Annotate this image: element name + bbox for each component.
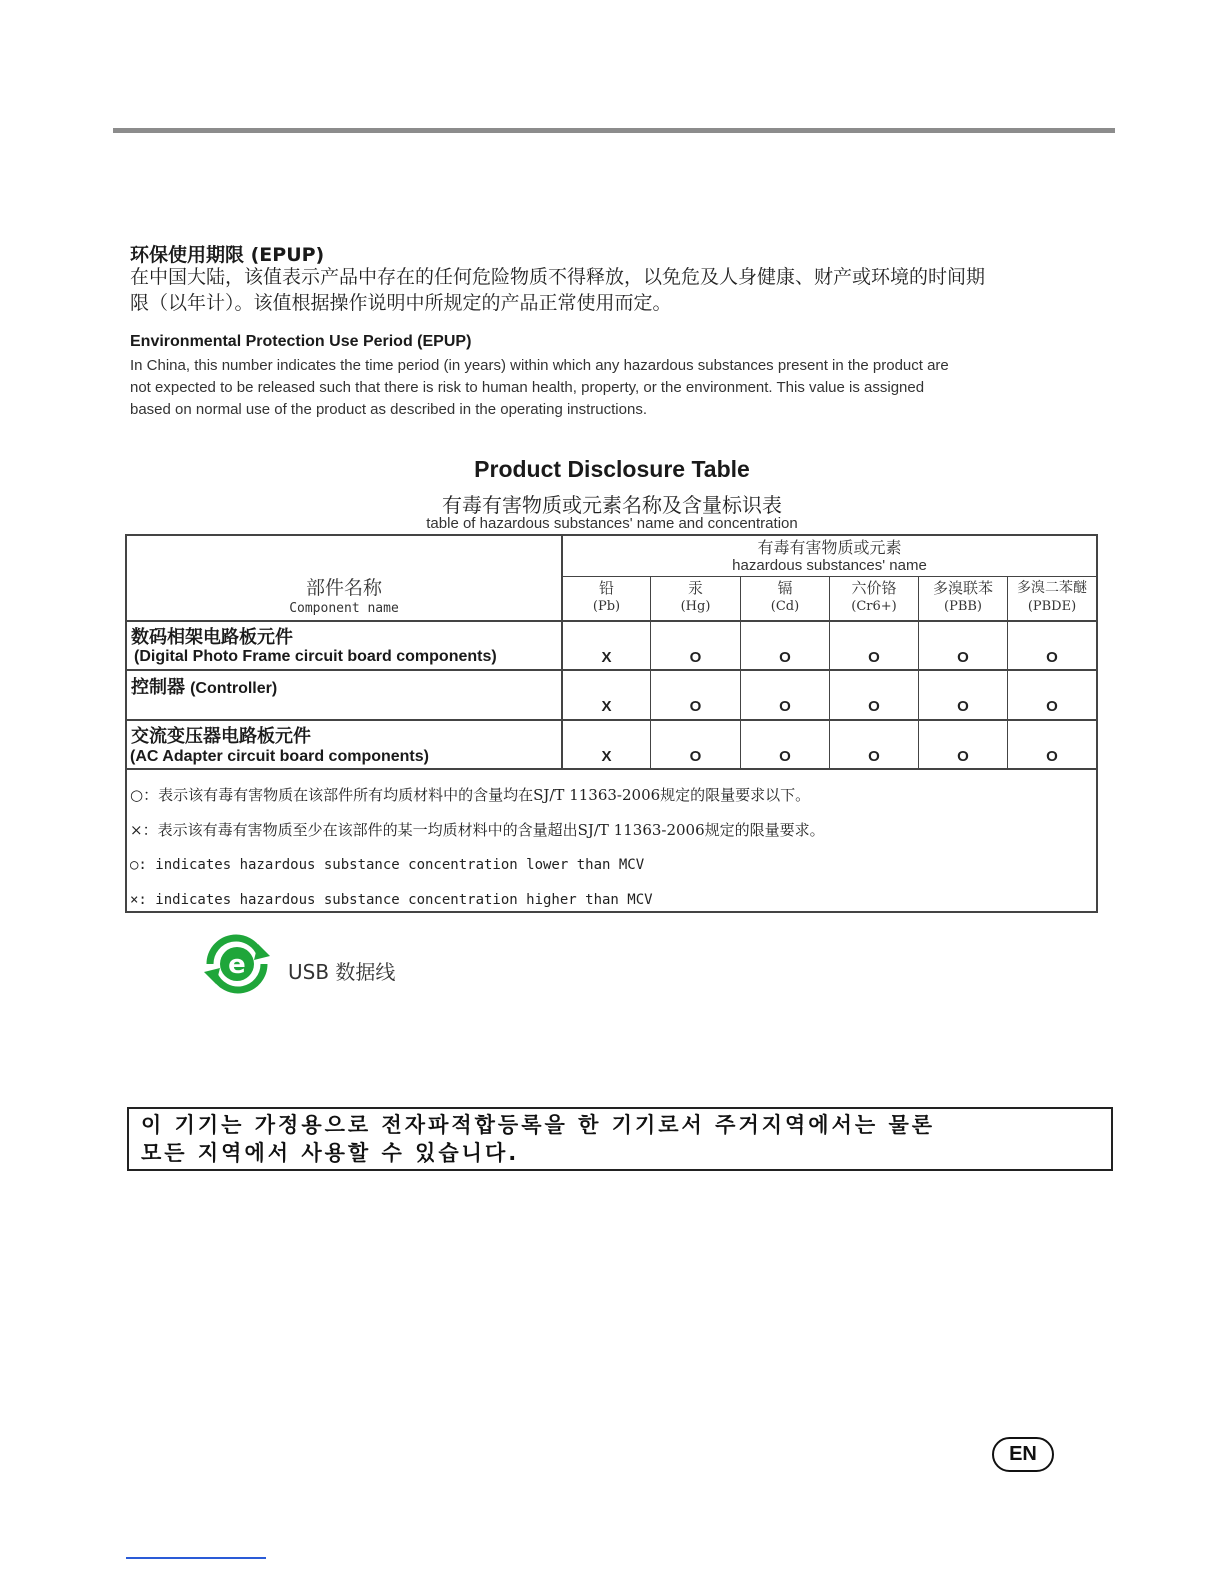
epup-zh-line2: 限（以年计）。该值根据操作说明中所规定的产品正常使用而定。 bbox=[130, 292, 672, 314]
substance-zh: 六价铬 bbox=[851, 579, 897, 597]
mark-cell: O bbox=[689, 649, 702, 666]
substance-en: (Hg) bbox=[680, 599, 711, 614]
substances-header-en: hazardous substances' name bbox=[732, 557, 927, 574]
substance-zh: 铅 bbox=[598, 579, 614, 597]
mark-cell: O bbox=[868, 748, 880, 765]
row-component-en: (Controller) bbox=[190, 680, 278, 697]
mark-cell: X bbox=[601, 748, 612, 765]
korean-notice-text bbox=[141, 1111, 935, 1167]
epup-e-icon bbox=[202, 934, 272, 994]
substances-header-zh: 有毒有害物质或元素 bbox=[757, 538, 902, 557]
mark-cell: O bbox=[779, 698, 791, 715]
mark-cell: O bbox=[779, 748, 791, 765]
row-component-zh: 交流变压器电路板元件 bbox=[131, 726, 311, 747]
mark-cell: O bbox=[689, 748, 702, 765]
mark-cell: O bbox=[779, 649, 791, 666]
disclosure-title: Product Disclosure Table bbox=[474, 456, 750, 482]
mark-cell: O bbox=[957, 698, 969, 715]
mark-cell: X bbox=[601, 649, 612, 666]
disclosure-subtitle-zh: 有毒有害物质或元素名称及含量标识表 bbox=[442, 493, 782, 517]
mark-cell: O bbox=[1046, 649, 1058, 666]
epup-en-line1: In China, this number indicates the time period (in years) within which any hazardous substances present in the product are bbox=[130, 357, 949, 374]
mark-cell: O bbox=[1046, 698, 1058, 715]
epup-logo-caption: USB 数据线 bbox=[288, 960, 396, 984]
svg-text:e: e bbox=[228, 950, 246, 980]
row-component-zh: 数码相架电路板元件 bbox=[131, 627, 293, 648]
epup-en-title: Environmental Protection Use Period (EPUP) bbox=[130, 333, 472, 350]
note-x-zh: ×：表示该有毒有害物质至少在该部件的某一均质材料中的含量超出SJ/T 11363-2006规定的限量要求。 bbox=[130, 821, 825, 839]
substance-en: (Cr6+) bbox=[851, 599, 897, 614]
language-badge: EN bbox=[992, 1437, 1054, 1472]
note-x-en: ×: indicates hazardous substance concentration higher than MCV bbox=[130, 892, 653, 908]
row-component-en: (AC Adapter circuit board components) bbox=[130, 748, 429, 765]
epup-logo bbox=[202, 934, 272, 994]
mark-cell: O bbox=[957, 649, 969, 666]
mark-cell: O bbox=[689, 698, 702, 715]
substance-zh: 多溴联苯 bbox=[932, 579, 993, 597]
row-component-zh: 控制器 bbox=[131, 677, 185, 698]
row-component-en: (Digital Photo Frame circuit board components) bbox=[134, 648, 497, 665]
row-component bbox=[131, 673, 277, 699]
korean-line2: 모든 지역에서 사용할 수 있습니다. bbox=[141, 1141, 520, 1165]
substance-en: (PBB) bbox=[944, 599, 982, 614]
mark-cell: O bbox=[957, 748, 969, 765]
substance-en: (PBDE) bbox=[1027, 599, 1077, 614]
component-header-zh: 部件名称 bbox=[305, 577, 382, 599]
epup-zh-line1: 在中国大陆，该值表示产品中存在的任何危险物质不得释放，以免危及人身健康、财产或环境的时间期 bbox=[130, 266, 986, 288]
component-header-en: Component name bbox=[289, 601, 399, 616]
top-divider bbox=[113, 128, 1115, 133]
substance-en: (Pb) bbox=[592, 599, 621, 614]
epup-zh-title: 环保使用期限 (EPUP) bbox=[130, 244, 325, 266]
epup-en-line2: not expected to be released such that there is risk to human health, property, or the environment. This value is assigned bbox=[130, 379, 925, 396]
korean-line1: 이 기기는 가정용으로 전자파적합등록을 한 기기로서 주거지역에서는 물론 bbox=[141, 1113, 936, 1137]
substance-zh: 多溴二苯醚 bbox=[1017, 580, 1087, 596]
substance-zh: 汞 bbox=[687, 579, 703, 597]
epup-en-line3: based on normal use of the product as described in the operating instructions. bbox=[130, 401, 647, 418]
note-o-zh: ○：表示该有毒有害物质在该部件所有均质材料中的含量均在SJ/T 11363-2006规定的限量要求以下。 bbox=[130, 786, 811, 804]
mark-cell: O bbox=[868, 649, 880, 666]
mark-cell: O bbox=[1046, 748, 1058, 765]
epup-en-body bbox=[130, 355, 1105, 421]
bottom-link-line[interactable] bbox=[126, 1557, 266, 1559]
mark-cell: O bbox=[868, 698, 880, 715]
disclosure-subtitle-en: table of hazardous substances' name and concentration bbox=[426, 515, 798, 532]
note-o-en: ○: indicates hazardous substance concentration lower than MCV bbox=[130, 857, 645, 873]
substance-zh: 镉 bbox=[777, 579, 793, 597]
mark-cell: X bbox=[601, 698, 612, 715]
epup-zh-body bbox=[130, 264, 1095, 316]
substance-en: (Cd) bbox=[770, 599, 800, 614]
korean-notice-box bbox=[127, 1107, 1113, 1171]
